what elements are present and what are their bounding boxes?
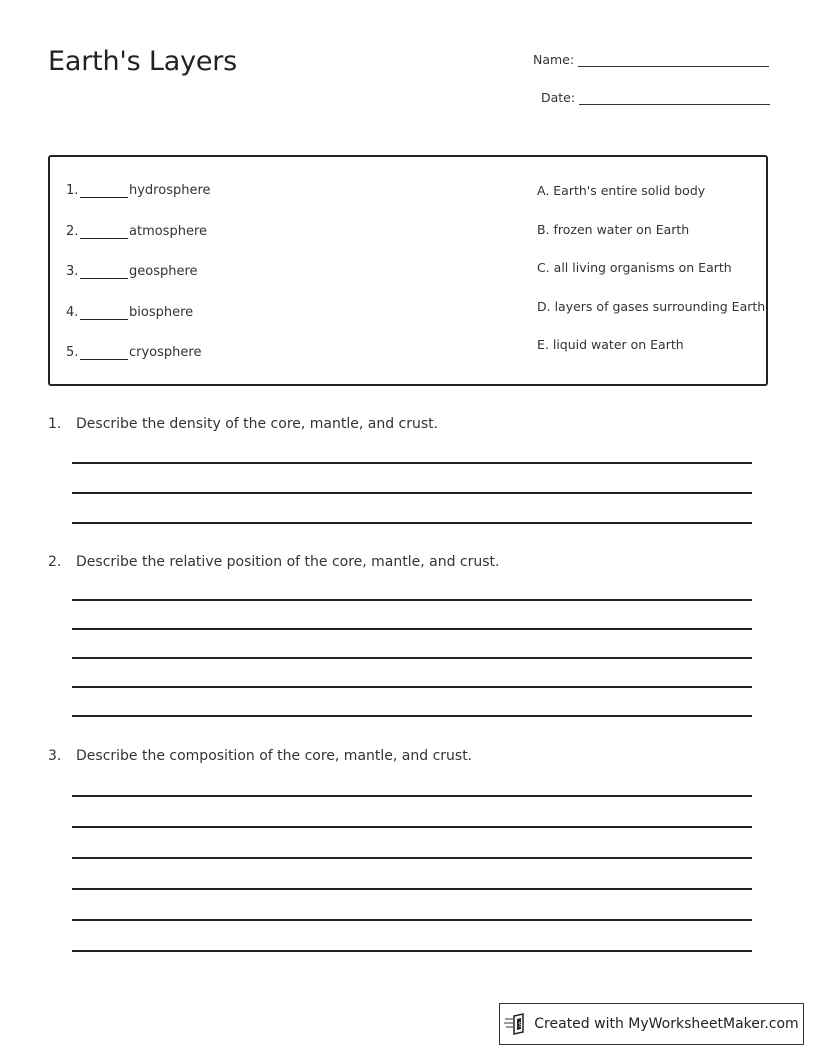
- worksheet-title: Earth's Layers: [48, 46, 238, 77]
- answer-line[interactable]: [72, 462, 752, 464]
- question-2: [48, 554, 500, 570]
- matching-option: B. frozen water on Earth: [537, 222, 690, 237]
- matching-term-row: [66, 345, 201, 360]
- answer-line[interactable]: [72, 599, 752, 601]
- question-3: [48, 748, 472, 764]
- answer-line[interactable]: [72, 826, 752, 828]
- answer-line[interactable]: [72, 795, 752, 797]
- name-field[interactable]: [533, 52, 769, 67]
- question-number: 1.: [48, 416, 62, 432]
- answer-blank[interactable]: [80, 185, 128, 198]
- worksheet-maker-logo-icon: [504, 1013, 528, 1035]
- term-number: 5.: [66, 345, 79, 360]
- term-text: geosphere: [129, 264, 198, 279]
- date-line: [579, 103, 770, 105]
- term-number: 4.: [66, 305, 79, 320]
- answer-line[interactable]: [72, 888, 752, 890]
- footer-badge[interactable]: [499, 1003, 804, 1045]
- name-label: Name:: [533, 52, 575, 67]
- answer-line[interactable]: [72, 857, 752, 859]
- matching-term-row: [66, 183, 211, 198]
- answer-blank[interactable]: [80, 307, 128, 320]
- matching-term-row: [66, 264, 198, 279]
- answer-line[interactable]: [72, 657, 752, 659]
- answer-line[interactable]: [72, 492, 752, 494]
- footer-text: Created with MyWorksheetMaker.com: [534, 1016, 799, 1032]
- matching-term-row: [66, 224, 207, 239]
- answer-line[interactable]: [72, 950, 752, 952]
- matching-option: D. layers of gases surrounding Earth: [537, 299, 766, 314]
- answer-line[interactable]: [72, 919, 752, 921]
- matching-term-row: [66, 305, 193, 320]
- matching-option: E. liquid water on Earth: [537, 337, 684, 352]
- term-text: biosphere: [129, 305, 194, 320]
- term-number: 3.: [66, 264, 79, 279]
- date-field[interactable]: [541, 90, 770, 105]
- answer-blank[interactable]: [80, 226, 128, 239]
- question-text: Describe the density of the core, mantle, and crust.: [76, 416, 439, 432]
- question-number: 2.: [48, 554, 62, 570]
- term-text: hydrosphere: [129, 183, 211, 198]
- answer-blank[interactable]: [80, 266, 128, 279]
- answer-line[interactable]: [72, 522, 752, 524]
- term-number: 2.: [66, 224, 79, 239]
- question-text: Describe the composition of the core, mantle, and crust.: [76, 748, 473, 764]
- term-number: 1.: [66, 183, 79, 198]
- question-number: 3.: [48, 748, 62, 764]
- answer-line[interactable]: [72, 686, 752, 688]
- question-text: Describe the relative position of the core, mantle, and crust.: [76, 554, 500, 570]
- date-label: Date:: [541, 90, 576, 105]
- term-text: atmosphere: [129, 224, 207, 239]
- answer-blank[interactable]: [80, 347, 128, 360]
- matching-option: A. Earth's entire solid body: [537, 183, 706, 198]
- term-text: cryosphere: [129, 345, 202, 360]
- question-1: [48, 416, 438, 432]
- matching-option: C. all living organisms on Earth: [537, 260, 732, 275]
- answer-line[interactable]: [72, 628, 752, 630]
- answer-line[interactable]: [72, 715, 752, 717]
- svg-text:S: S: [518, 1021, 523, 1029]
- name-line: [578, 65, 769, 67]
- matching-box: [48, 155, 768, 386]
